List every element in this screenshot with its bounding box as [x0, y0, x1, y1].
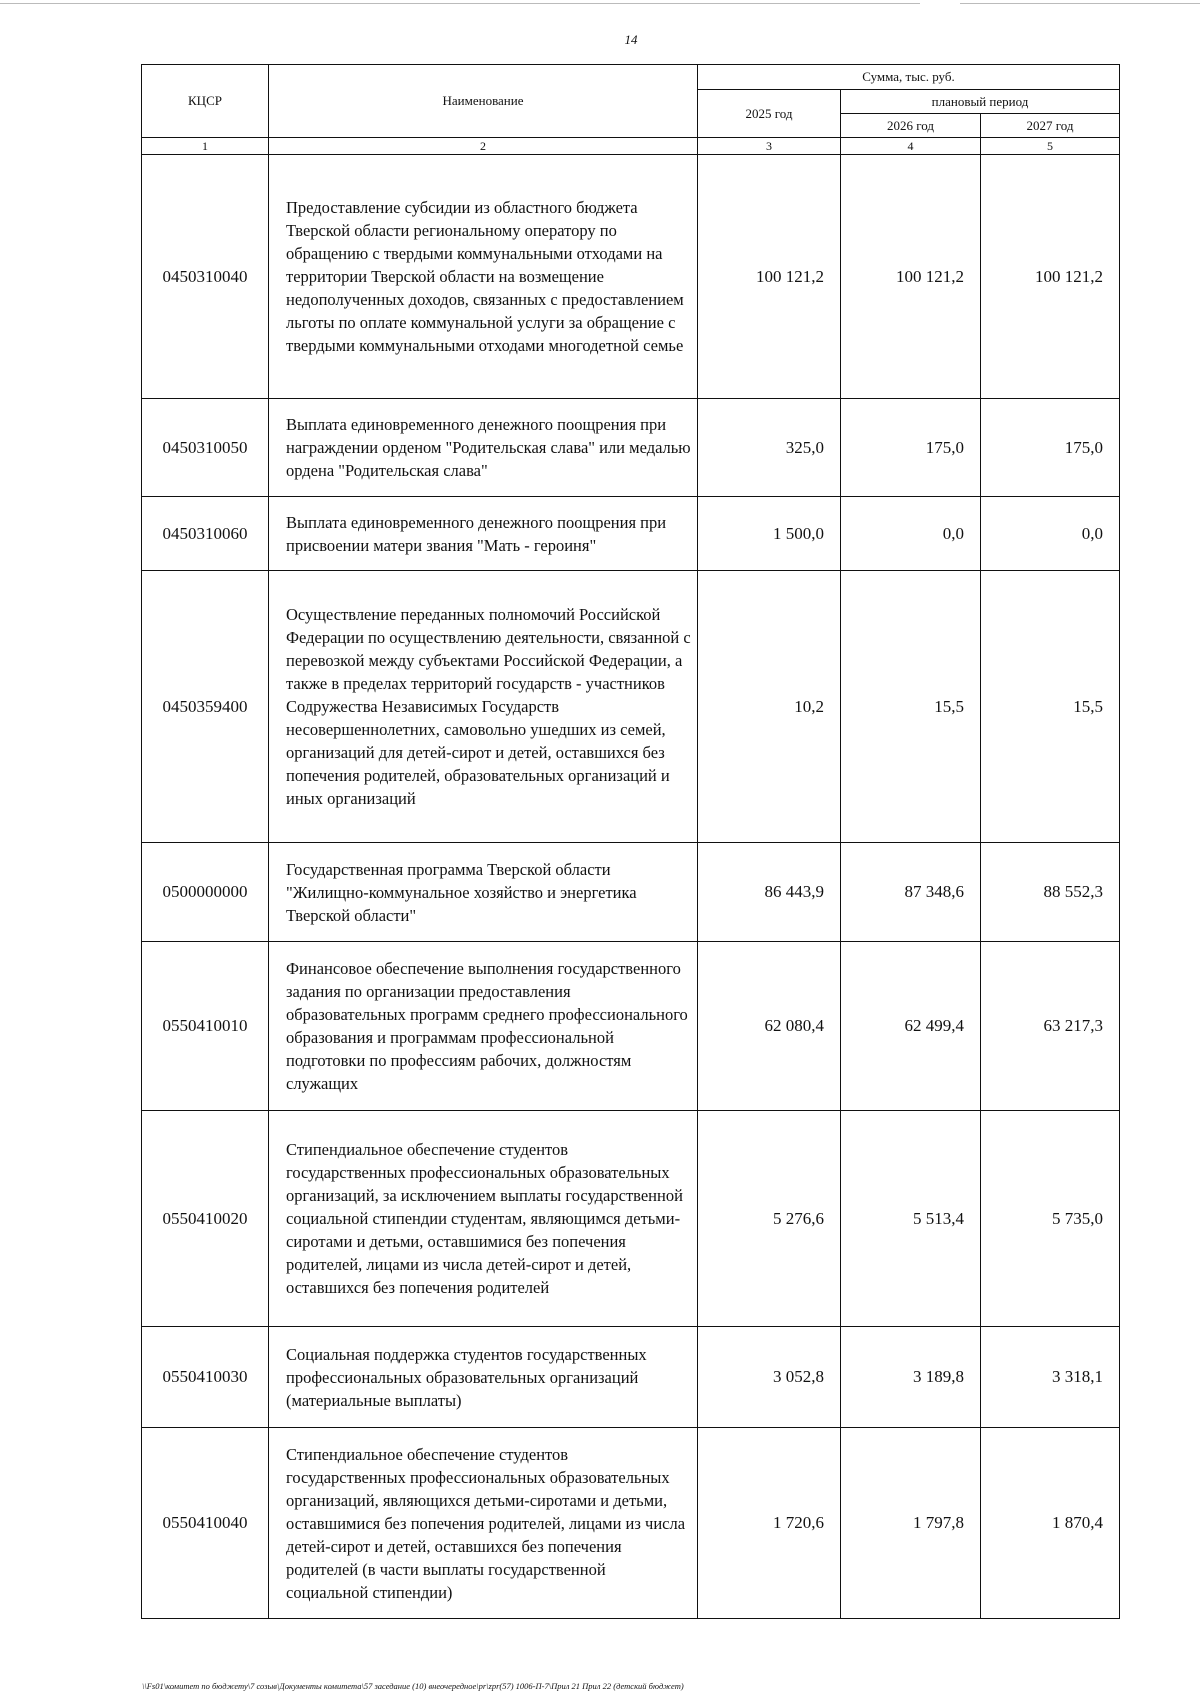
row-amount-2026: 0,0	[841, 497, 981, 571]
row-amount-2027: 88 552,3	[981, 843, 1120, 942]
row-amount-2025: 3 052,8	[698, 1327, 841, 1428]
column-number: 4	[841, 138, 981, 155]
row-amount-2025: 5 276,6	[698, 1111, 841, 1327]
row-code: 0550410020	[142, 1111, 269, 1327]
row-code: 0500000000	[142, 843, 269, 942]
row-name: Финансовое обеспечение выполнения государственного задания по организации предоставления образовательных программ среднего профессионального образования и программам профессиональной подготовки по профессиям рабочих, должностям служащих	[269, 942, 698, 1111]
row-name: Стипендиальное обеспечение студентов государственных профессиональных образовательных организаций, являющихся детьми-сиротами и детьми, оставшимися без попечения родителей, лицами из числа детей-сирот и детей, оставшихся без попечения родителей (в части выплаты государственной социальной стипендии)	[269, 1428, 698, 1619]
header-sum: Сумма, тыс. руб.	[698, 65, 1120, 90]
header-year-2025: 2025 год	[698, 90, 841, 138]
table-header	[142, 65, 1120, 155]
budget-table	[141, 64, 1120, 1619]
header-year-2026: 2026 год	[841, 114, 981, 138]
table-row	[142, 155, 1120, 399]
row-name: Выплата единовременного денежного поощрения при присвоении матери звания "Мать - героиня"	[269, 497, 698, 571]
header-code: КЦСР	[142, 65, 269, 138]
row-name: Предоставление субсидии из областного бюджета Тверской области региональному оператору по обращению с твердыми коммунальными отходами на территории Тверской области на возмещение недополученных доходов, связанных с предоставлением льготы по оплате коммунальной услуги за обращение с твердыми коммунальными отходами многодетной семье	[269, 155, 698, 399]
column-number: 5	[981, 138, 1120, 155]
row-amount-2026: 15,5	[841, 571, 981, 843]
row-amount-2027: 100 121,2	[981, 155, 1120, 399]
header-year-2027: 2027 год	[981, 114, 1120, 138]
column-number-row	[142, 138, 1120, 155]
table-row	[142, 942, 1120, 1111]
table-body	[142, 155, 1120, 1619]
row-amount-2027: 175,0	[981, 399, 1120, 497]
row-amount-2025: 100 121,2	[698, 155, 841, 399]
row-amount-2025: 62 080,4	[698, 942, 841, 1111]
row-amount-2027: 1 870,4	[981, 1428, 1120, 1619]
row-amount-2026: 100 121,2	[841, 155, 981, 399]
row-code: 0450310050	[142, 399, 269, 497]
row-amount-2027: 5 735,0	[981, 1111, 1120, 1327]
row-amount-2027: 63 217,3	[981, 942, 1120, 1111]
table-row	[142, 1111, 1120, 1327]
row-amount-2027: 0,0	[981, 497, 1120, 571]
row-name: Выплата единовременного денежного поощрения при награждении орденом "Родительская слава" или медалью ордена "Родительская слава"	[269, 399, 698, 497]
scan-edge-line-left	[0, 3, 920, 4]
row-amount-2026: 3 189,8	[841, 1327, 981, 1428]
row-amount-2025: 1 720,6	[698, 1428, 841, 1619]
row-code: 0550410030	[142, 1327, 269, 1428]
row-code: 0450310040	[142, 155, 269, 399]
row-amount-2027: 3 318,1	[981, 1327, 1120, 1428]
table-row	[142, 1428, 1120, 1619]
row-code: 0550410010	[142, 942, 269, 1111]
row-amount-2026: 1 797,8	[841, 1428, 981, 1619]
column-number: 2	[269, 138, 698, 155]
table-row	[142, 399, 1120, 497]
table-row	[142, 497, 1120, 571]
page-number: 14	[624, 32, 638, 47]
table-row	[142, 1327, 1120, 1428]
footer-file-path: \\Fs01\комитет по бюджету\7 созыв\Документы комитета\57 заседание (10) внеочередное\pr\zpr(57) 1006-П-7\Прил 21 Прил 22 (детский бюджет)	[142, 1681, 684, 1691]
row-amount-2025: 325,0	[698, 399, 841, 497]
table-row	[142, 571, 1120, 843]
header-name: Наименование	[269, 65, 698, 138]
row-amount-2025: 1 500,0	[698, 497, 841, 571]
row-amount-2026: 62 499,4	[841, 942, 981, 1111]
row-name: Социальная поддержка студентов государственных профессиональных образовательных организаций (материальные выплаты)	[269, 1327, 698, 1428]
row-name: Государственная программа Тверской области "Жилищно-коммунальное хозяйство и энергетика Тверской области"	[269, 843, 698, 942]
column-number: 3	[698, 138, 841, 155]
row-name: Стипендиальное обеспечение студентов государственных профессиональных образовательных организаций, за исключением выплаты государственной социальной стипендии студентам, являющимся детьми-сиротами и детьми, оставшимися без попечения родителей, лицами из числа детей-сирот и детей, оставшихся без попечения родителей	[269, 1111, 698, 1327]
scan-edge-line-right	[960, 3, 1200, 4]
row-code: 0450310060	[142, 497, 269, 571]
row-amount-2025: 10,2	[698, 571, 841, 843]
header-planned-period: плановый период	[841, 90, 1120, 114]
row-amount-2026: 5 513,4	[841, 1111, 981, 1327]
row-code: 0450359400	[142, 571, 269, 843]
column-number: 1	[142, 138, 269, 155]
table-row-program	[142, 843, 1120, 942]
row-amount-2026: 175,0	[841, 399, 981, 497]
row-amount-2025: 86 443,9	[698, 843, 841, 942]
row-amount-2027: 15,5	[981, 571, 1120, 843]
row-amount-2026: 87 348,6	[841, 843, 981, 942]
row-code: 0550410040	[142, 1428, 269, 1619]
row-name: Осуществление переданных полномочий Российской Федерации по осуществлению деятельности, связанной с перевозкой между субъектами Российской Федерации, а также в пределах территорий государств - участников Содружества Независимых Государств несовершеннолетних, самовольно ушедших из семей, организаций для детей-сирот и детей, оставшихся без попечения родителей, образовательных организаций и иных организаций	[269, 571, 698, 843]
